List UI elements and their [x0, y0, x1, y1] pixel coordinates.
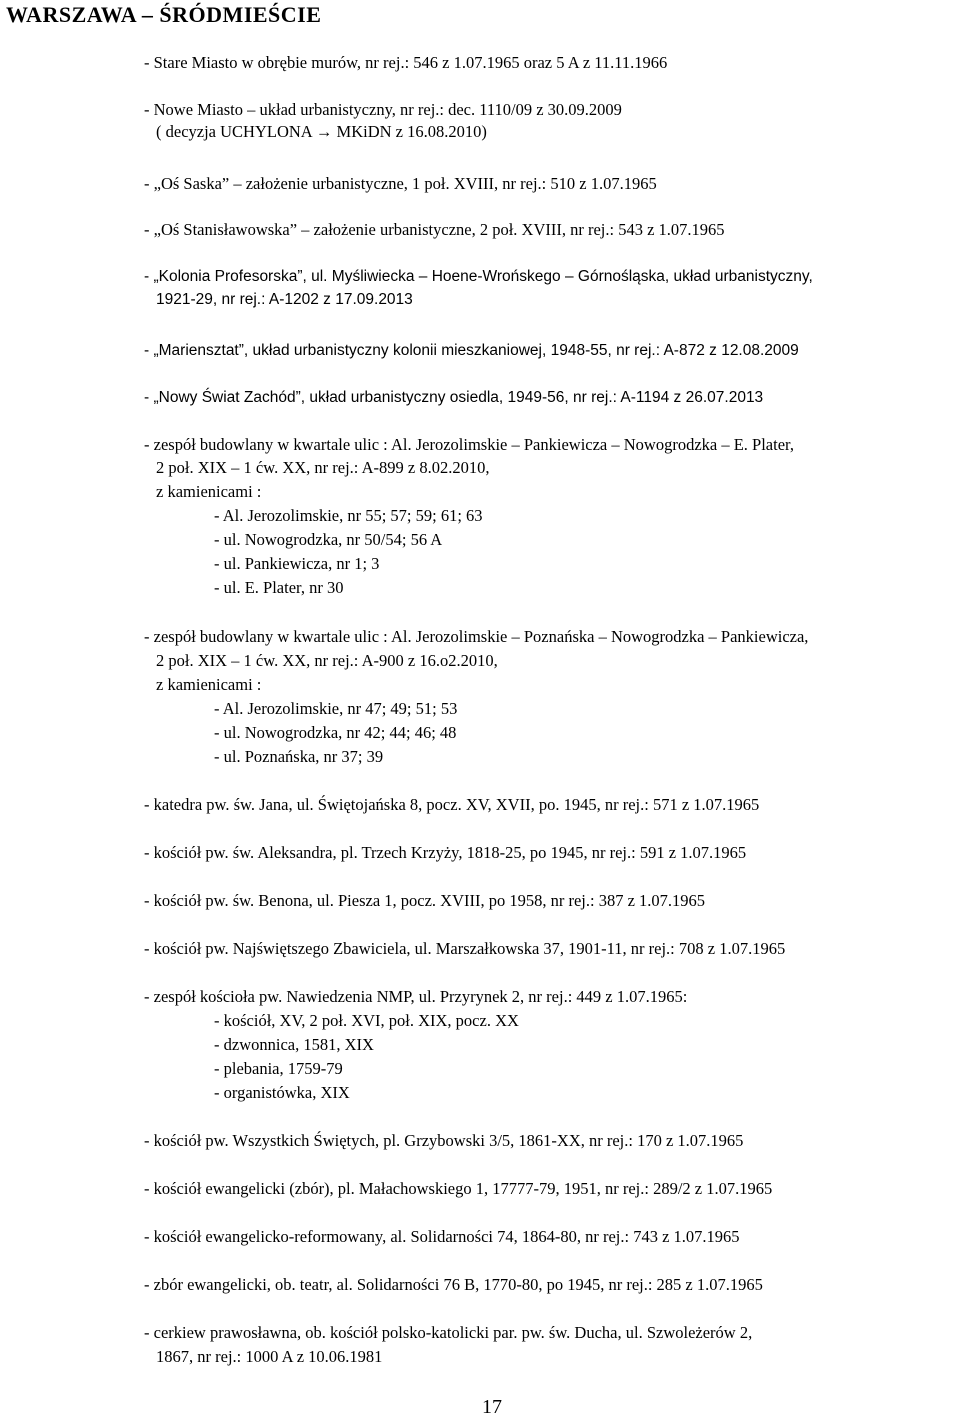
- sub-list-item: - organistówka, XIX: [214, 1083, 350, 1102]
- sub-list-item: - ul. E. Plater, nr 30: [214, 578, 344, 597]
- list-item: - kościół pw. św. Aleksandra, pl. Trzech Krzyży, 1818-25, po 1945, nr rej.: 591 z 1.07.1965: [144, 843, 747, 862]
- list-item: - kościół ewangelicki (zbór), pl. Małachowskiego 1, 17777-79, 1951, nr rej.: 289/2 z 1.07.1965: [144, 1179, 773, 1198]
- list-item: - „Oś Saska” – założenie urbanistyczne, 1 poł. XVIII, nr rej.: 510 z 1.07.1965: [144, 174, 657, 193]
- sub-list-item: - Al. Jerozolimskie, nr 47; 49; 51; 53: [214, 699, 458, 718]
- list-item: - katedra pw. św. Jana, ul. Świętojańska 8, pocz. XV, XVII, po. 1945, nr rej.: 571 z 1.07.1965: [144, 795, 760, 814]
- list-item: - kościół ewangelicko-reformowany, al. Solidarności 74, 1864-80, nr rej.: 743 z 1.07.1965: [144, 1227, 740, 1246]
- list-item: - zespół kościoła pw. Nawiedzenia NMP, ul. Przyrynek 2, nr rej.: 449 z 1.07.1965:: [144, 987, 688, 1006]
- list-item: - zespół budowlany w kwartale ulic : Al. Jerozolimskie – Pankiewicza – Nowogrodzka – E. Plater,: [144, 435, 795, 454]
- sub-list-item: - dzwonnica, 1581, XIX: [214, 1035, 374, 1054]
- list-item: - zespół budowlany w kwartale ulic : Al. Jerozolimskie – Poznańska – Nowogrodzka – Pankiewicza,: [144, 627, 809, 646]
- list-item: - „Mariensztat”, układ urbanistyczny kolonii mieszkaniowej, 1948-55, nr rej.: A-872 z 12.08.2009: [144, 342, 799, 359]
- list-item-continuation: 1867, nr rej.: 1000 A z 10.06.1981: [156, 1347, 383, 1366]
- sub-list-item: - ul. Poznańska, nr 37; 39: [214, 747, 384, 766]
- list-item: - „Kolonia Profesorska”, ul. Myśliwiecka – Hoene-Wrońskego – Górnośląska, układ urbanistyczny,: [144, 268, 813, 285]
- list-item-continuation: 1921-29, nr rej.: A-1202 z 17.09.2013: [156, 291, 413, 308]
- page-number: 17: [482, 1396, 502, 1418]
- sub-list-item: - ul. Nowogrodzka, nr 50/54; 56 A: [214, 530, 443, 549]
- list-item: - cerkiew prawosławna, ob. kościół polsko-katolicki par. pw. św. Ducha, ul. Szwoleżerów 2,: [144, 1323, 753, 1342]
- list-item: - Stare Miasto w obrębie murów, nr rej.: 546 z 1.07.1965 oraz 5 A z 11.11.1966: [144, 53, 668, 72]
- list-item-continuation: ( decyzja UCHYLONA → MKiDN z 16.08.2010): [156, 122, 487, 141]
- list-item: - Nowe Miasto – układ urbanistyczny, nr rej.: dec. 1110/09 z 30.09.2009: [144, 100, 622, 119]
- list-item-continuation: 2 poł. XIX – 1 ćw. XX, nr rej.: A-899 z 8.02.2010,: [156, 458, 490, 477]
- list-item: - zbór ewangelicki, ob. teatr, al. Solidarności 76 B, 1770-80, po 1945, nr rej.: 285 z 1.07.1965: [144, 1275, 763, 1294]
- sub-list-item: - ul. Pankiewicza, nr 1; 3: [214, 554, 380, 573]
- sub-list-item: - plebania, 1759-79: [214, 1059, 343, 1078]
- list-item: - „Nowy Świat Zachód”, układ urbanistyczny osiedla, 1949-56, nr rej.: A-1194 z 26.07.2013: [144, 389, 764, 406]
- list-item: - kościół pw. Wszystkich Świętych, pl. Grzybowski 3/5, 1861-XX, nr rej.: 170 z 1.07.1965: [144, 1131, 744, 1150]
- list-item: - kościół pw. Najświętszego Zbawiciela, ul. Marszałkowska 37, 1901-11, nr rej.: 708 z 1.07.1965: [144, 939, 786, 958]
- sub-list-item: - kościół, XV, 2 poł. XVI, poł. XIX, pocz. XX: [214, 1011, 519, 1030]
- list-item-continuation: z kamienicami :: [156, 482, 262, 501]
- list-item-continuation: 2 poł. XIX – 1 ćw. XX, nr rej.: A-900 z 16.o2.2010,: [156, 651, 498, 670]
- sub-list-item: - ul. Nowogrodzka, nr 42; 44; 46; 48: [214, 723, 457, 742]
- list-item: - kościół pw. św. Benona, ul. Piesza 1, pocz. XVIII, po 1958, nr rej.: 387 z 1.07.1965: [144, 891, 706, 910]
- page-title: WARSZAWA – ŚRÓDMIEŚCIE: [6, 2, 322, 27]
- list-item: - „Oś Stanisławowska” – założenie urbanistyczne, 2 poł. XVIII, nr rej.: 543 z 1.07.1965: [144, 220, 725, 239]
- list-item-continuation: z kamienicami :: [156, 675, 262, 694]
- sub-list-item: - Al. Jerozolimskie, nr 55; 57; 59; 61; 63: [214, 506, 483, 525]
